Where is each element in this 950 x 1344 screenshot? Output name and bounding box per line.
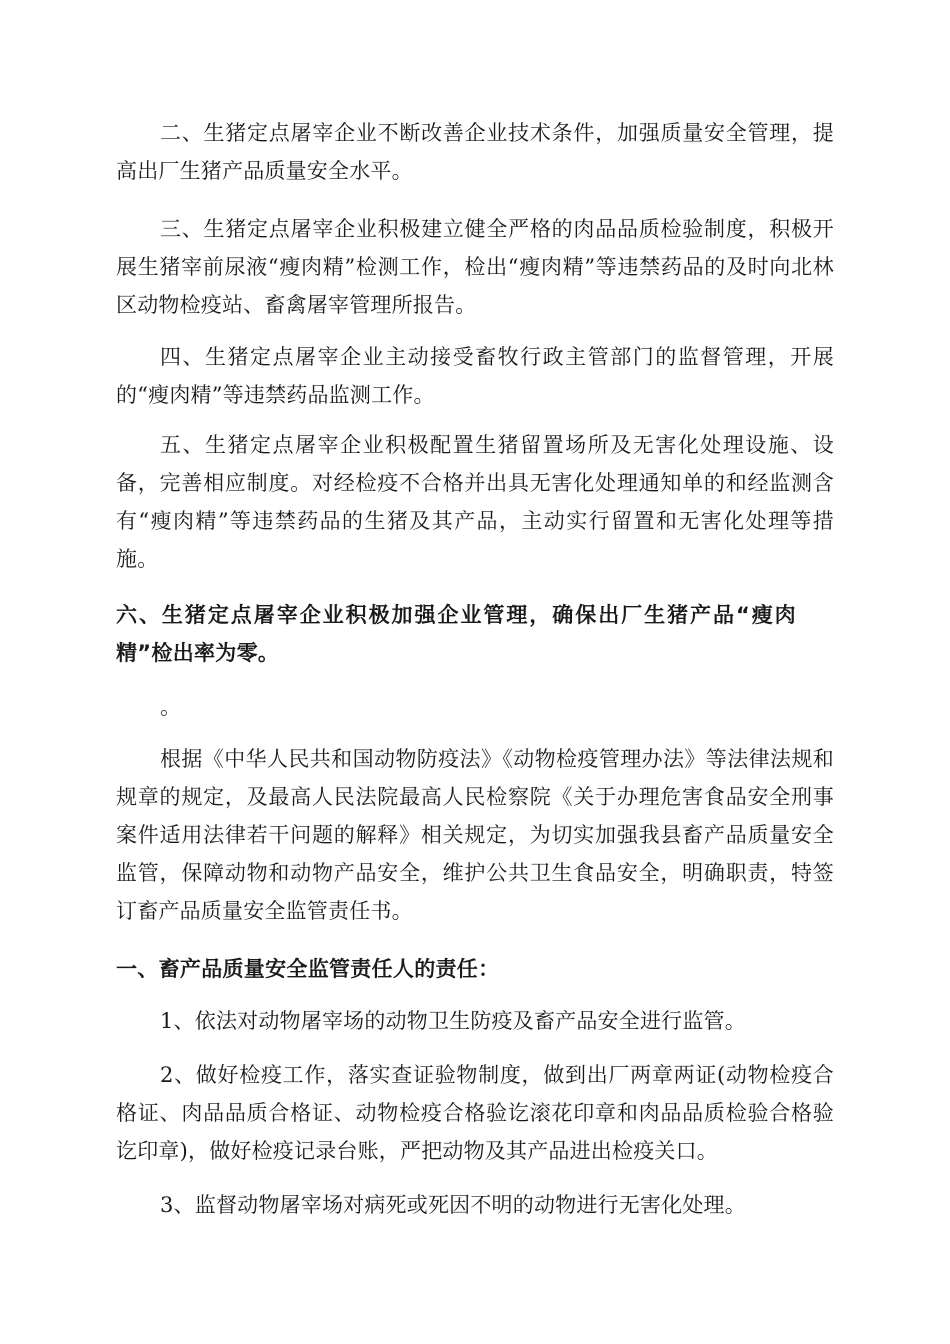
list-item-1: 1、依法对动物屠宰场的动物卫生防疫及畜产品安全进行监管。 [160,1009,746,1033]
paragraph-5: 五、生猪定点屠宰企业积极配置生猪留置场所及无害化处理设施、设备，完善相应制度。对经检疫不合格并出具无害化处理通知单的和经监测含有“瘦肉精”等违禁药品的生猪及其产品，主动实行留置和无害化处理等措施。 [116,433,834,571]
standalone-period: 。 [160,695,182,719]
list-item-3: 3、监督动物屠宰场对病死或死因不明的动物进行无害化处理。 [160,1193,746,1217]
paragraph-2: 二、生猪定点屠宰企业不断改善企业技术条件，加强质量安全管理，提高出厂生猪产品质量安全水平。 [116,121,834,183]
paragraph-3: 三、生猪定点屠宰企业积极建立健全严格的肉品品质检验制度，积极开展生猪宰前尿液“瘦肉精”检测工作，检出“瘦肉精”等违禁药品的及时向北林区动物检疫站、畜禽屠宰管理所报告。 [116,217,834,317]
paragraph-4: 四、生猪定点屠宰企业主动接受畜牧行政主管部门的监督管理，开展的“瘦肉精”等违禁药品监测工作。 [116,345,834,407]
paragraph-6-bold: 六、生猪定点屠宰企业积极加强企业管理，确保出厂生猪产品“瘦肉精”检出率为零。 [116,603,796,665]
intro-paragraph: 根据《中华人民共和国动物防疫法》《动物检疫管理办法》等法律法规和规章的规定，及最高人民法院最高人民检察院《关于办理危害食品安全刑事案件适用法律若干问题的解释》相关规定，为切实加强我县畜产品质量安全监管，保障动物和动物产品安全，维护公共卫生食品安全，明确职责，特签订畜产品质量安全监管责任书。 [116,747,834,923]
section-heading-1: 一、畜产品质量安全监管责任人的责任： [116,957,500,981]
list-item-2: 2、做好检疫工作，落实查证验物制度，做到出厂两章两证(动物检疫合格证、肉品品质合格证、动物检疫合格验讫滚花印章和肉品品质检验合格验讫印章)，做好检疫记录台账，严把动物及其产品进出检疫关口。 [116,1063,834,1163]
